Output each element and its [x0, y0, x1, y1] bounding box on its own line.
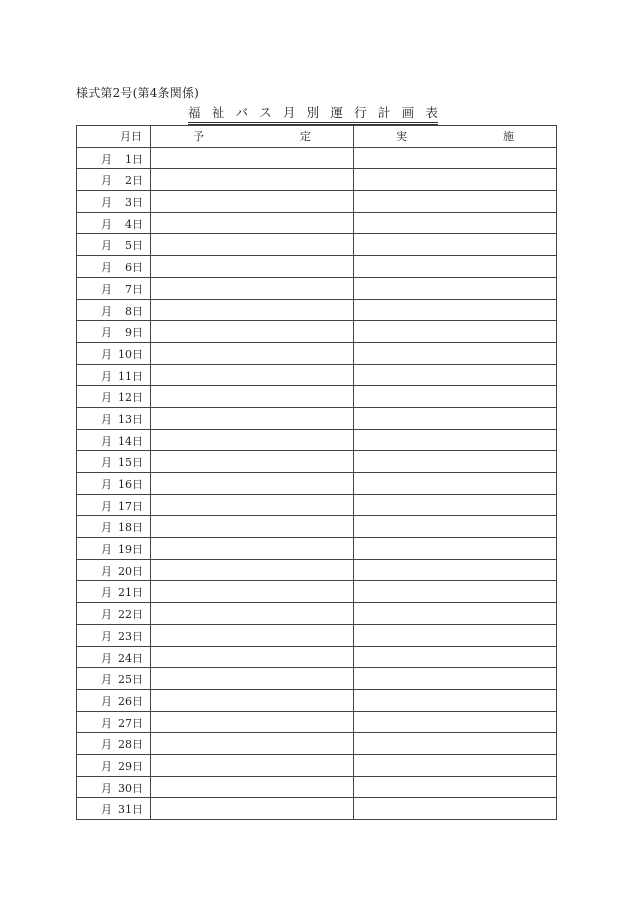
- month-label: 月: [101, 521, 112, 535]
- document-title: [188, 103, 438, 123]
- schedule-table: [76, 125, 557, 820]
- table-row: [77, 451, 557, 473]
- table-row: [77, 277, 557, 299]
- actual-cell[interactable]: [354, 299, 557, 321]
- actual-header-char: 施: [503, 130, 514, 144]
- day-label: 26日: [118, 694, 143, 708]
- month-label: 月: [101, 781, 112, 795]
- plan-header-char: 定: [300, 130, 311, 144]
- day-label: 1日: [125, 152, 143, 166]
- actual-cell[interactable]: [354, 733, 557, 755]
- date-cell: [77, 386, 151, 408]
- day-label: 31日: [118, 803, 143, 817]
- month-label: 月: [101, 716, 112, 730]
- day-label: 4日: [125, 217, 143, 231]
- actual-cell[interactable]: [354, 776, 557, 798]
- day-label: 14日: [118, 434, 143, 448]
- month-label: 月: [101, 694, 112, 708]
- table-row: [77, 754, 557, 776]
- actual-cell[interactable]: [354, 451, 557, 473]
- day-label: 8日: [125, 304, 143, 318]
- month-label: 月: [101, 217, 112, 231]
- plan-cell[interactable]: [151, 776, 354, 798]
- date-cell: [77, 364, 151, 386]
- actual-cell[interactable]: [354, 559, 557, 581]
- day-label: 18日: [118, 521, 143, 535]
- date-cell: [77, 624, 151, 646]
- plan-cell[interactable]: [151, 689, 354, 711]
- title-char: バ: [235, 105, 248, 120]
- day-label: 6日: [125, 261, 143, 275]
- plan-column-header: [151, 126, 354, 148]
- table-row: [77, 646, 557, 668]
- plan-cell[interactable]: [151, 407, 354, 429]
- day-label: 9日: [125, 326, 143, 340]
- table-row: [77, 364, 557, 386]
- plan-cell[interactable]: [151, 624, 354, 646]
- actual-cell[interactable]: [354, 169, 557, 191]
- actual-cell[interactable]: [354, 473, 557, 495]
- day-label: 25日: [118, 673, 143, 687]
- header-row: [77, 126, 557, 148]
- actual-cell[interactable]: [354, 321, 557, 343]
- date-cell: [77, 191, 151, 213]
- month-label: 月: [101, 738, 112, 752]
- date-cell: [77, 494, 151, 516]
- plan-cell[interactable]: [151, 256, 354, 278]
- month-label: 月: [101, 239, 112, 253]
- actual-cell[interactable]: [354, 494, 557, 516]
- plan-cell[interactable]: [151, 733, 354, 755]
- actual-cell[interactable]: [354, 581, 557, 603]
- day-label: 7日: [125, 282, 143, 296]
- date-header-label: 月日: [120, 130, 142, 144]
- table-row: [77, 538, 557, 560]
- month-label: 月: [101, 282, 112, 296]
- day-label: 22日: [118, 608, 143, 622]
- actual-cell[interactable]: [354, 624, 557, 646]
- title-char: 表: [425, 105, 438, 120]
- title-char: 祉: [211, 105, 225, 120]
- actual-cell[interactable]: [354, 407, 557, 429]
- month-label: 月: [101, 152, 112, 166]
- actual-cell[interactable]: [354, 212, 557, 234]
- month-label: 月: [101, 629, 112, 643]
- month-label: 月: [101, 759, 112, 773]
- actual-cell[interactable]: [354, 689, 557, 711]
- day-label: 5日: [125, 239, 143, 253]
- actual-cell[interactable]: [354, 234, 557, 256]
- month-label: 月: [101, 543, 112, 557]
- title-char: 画: [401, 105, 415, 120]
- date-cell: [77, 429, 151, 451]
- table-row: [77, 169, 557, 191]
- date-cell: [77, 559, 151, 581]
- date-cell: [77, 668, 151, 690]
- month-label: 月: [101, 412, 112, 426]
- plan-cell[interactable]: [151, 342, 354, 364]
- date-column-header: [77, 126, 151, 148]
- day-label: 16日: [118, 478, 143, 491]
- table-row: [77, 473, 557, 495]
- date-cell: [77, 169, 151, 191]
- plan-cell[interactable]: [151, 212, 354, 234]
- plan-cell[interactable]: [151, 646, 354, 668]
- date-cell: [77, 603, 151, 625]
- title-char: 月: [282, 105, 296, 120]
- month-label: 月: [101, 174, 112, 188]
- table-row: [77, 559, 557, 581]
- date-cell: [77, 212, 151, 234]
- plan-cell[interactable]: [151, 581, 354, 603]
- day-label: 19日: [118, 543, 143, 557]
- actual-cell[interactable]: [354, 191, 557, 213]
- plan-cell[interactable]: [151, 147, 354, 169]
- table-row: [77, 321, 557, 343]
- date-cell: [77, 234, 151, 256]
- actual-cell[interactable]: [354, 516, 557, 538]
- date-cell: [77, 473, 151, 495]
- table-row: [77, 494, 557, 516]
- actual-cell[interactable]: [354, 646, 557, 668]
- actual-header-char: 実: [396, 130, 407, 144]
- month-label: 月: [101, 326, 112, 340]
- title-char: 運: [330, 105, 343, 120]
- table-row: [77, 624, 557, 646]
- month-label: 月: [101, 478, 112, 491]
- actual-cell[interactable]: [354, 798, 557, 820]
- table-row: [77, 776, 557, 798]
- table-row: [77, 711, 557, 733]
- date-cell: [77, 754, 151, 776]
- table-row: [77, 733, 557, 755]
- plan-cell[interactable]: [151, 451, 354, 473]
- actual-cell[interactable]: [354, 754, 557, 776]
- table-row: [77, 256, 557, 278]
- day-label: 28日: [118, 738, 143, 752]
- plan-cell[interactable]: [151, 603, 354, 625]
- plan-cell[interactable]: [151, 234, 354, 256]
- title-char: 別: [306, 105, 320, 120]
- day-label: 24日: [118, 651, 143, 665]
- plan-cell[interactable]: [151, 754, 354, 776]
- table-row: [77, 386, 557, 408]
- month-label: 月: [101, 803, 112, 817]
- day-label: 3日: [125, 196, 143, 210]
- actual-cell[interactable]: [354, 147, 557, 169]
- date-cell: [77, 646, 151, 668]
- month-label: 月: [101, 499, 112, 513]
- actual-cell[interactable]: [354, 277, 557, 299]
- date-cell: [77, 689, 151, 711]
- table-row: [77, 234, 557, 256]
- day-label: 23日: [118, 629, 143, 643]
- plan-cell[interactable]: [151, 277, 354, 299]
- date-cell: [77, 277, 151, 299]
- day-label: 2日: [125, 174, 143, 188]
- plan-cell[interactable]: [151, 191, 354, 213]
- actual-cell[interactable]: [354, 386, 557, 408]
- actual-cell[interactable]: [354, 711, 557, 733]
- day-label: 10日: [118, 347, 143, 361]
- table-row: [77, 668, 557, 690]
- date-cell: [77, 581, 151, 603]
- month-label: 月: [101, 369, 112, 383]
- title-char: 行: [354, 105, 367, 120]
- month-label: 月: [101, 347, 112, 361]
- plan-cell[interactable]: [151, 516, 354, 538]
- title-char: 福: [188, 105, 201, 120]
- month-label: 月: [101, 261, 112, 275]
- date-cell: [77, 516, 151, 538]
- day-label: 13日: [118, 412, 143, 426]
- date-cell: [77, 407, 151, 429]
- table-row: [77, 798, 557, 820]
- table-row: [77, 689, 557, 711]
- month-label: 月: [101, 608, 112, 622]
- table-row: [77, 191, 557, 213]
- plan-cell[interactable]: [151, 321, 354, 343]
- day-label: 15日: [118, 456, 143, 470]
- actual-cell[interactable]: [354, 538, 557, 560]
- table-row: [77, 516, 557, 538]
- day-label: 27日: [118, 716, 143, 730]
- plan-cell[interactable]: [151, 429, 354, 451]
- date-cell: [77, 776, 151, 798]
- day-label: 20日: [118, 564, 143, 578]
- date-cell: [77, 321, 151, 343]
- date-cell: [77, 711, 151, 733]
- plan-cell[interactable]: [151, 386, 354, 408]
- plan-cell[interactable]: [151, 494, 354, 516]
- plan-cell[interactable]: [151, 169, 354, 191]
- table-row: [77, 429, 557, 451]
- month-label: 月: [101, 196, 112, 210]
- day-label: 12日: [118, 391, 143, 405]
- date-cell: [77, 147, 151, 169]
- actual-cell[interactable]: [354, 364, 557, 386]
- plan-cell[interactable]: [151, 711, 354, 733]
- month-label: 月: [101, 564, 112, 578]
- plan-cell[interactable]: [151, 798, 354, 820]
- table-row: [77, 603, 557, 625]
- month-label: 月: [101, 673, 112, 687]
- month-label: 月: [101, 586, 112, 600]
- actual-column-header: [354, 126, 557, 148]
- month-label: 月: [101, 651, 112, 665]
- plan-cell[interactable]: [151, 668, 354, 690]
- title-char: 計: [377, 105, 391, 120]
- table-row: [77, 212, 557, 234]
- plan-header-char: 予: [193, 130, 204, 144]
- date-cell: [77, 256, 151, 278]
- plan-cell[interactable]: [151, 364, 354, 386]
- actual-cell[interactable]: [354, 668, 557, 690]
- month-label: 月: [101, 391, 112, 405]
- day-label: 11日: [118, 369, 143, 383]
- table-row: [77, 581, 557, 603]
- date-cell: [77, 451, 151, 473]
- month-label: 月: [101, 456, 112, 470]
- plan-cell[interactable]: [151, 538, 354, 560]
- date-cell: [77, 733, 151, 755]
- day-label: 21日: [118, 586, 143, 600]
- actual-cell[interactable]: [354, 603, 557, 625]
- day-label: 30日: [118, 781, 143, 795]
- month-label: 月: [101, 304, 112, 318]
- table-row: [77, 299, 557, 321]
- actual-cell[interactable]: [354, 256, 557, 278]
- day-label: 29日: [118, 759, 143, 773]
- date-cell: [77, 342, 151, 364]
- table-row: [77, 147, 557, 169]
- table-row: [77, 342, 557, 364]
- plan-cell[interactable]: [151, 299, 354, 321]
- table-row: [77, 407, 557, 429]
- day-label: 17日: [118, 499, 143, 513]
- form-number-label: 様式第2号(第4条関係): [76, 86, 200, 100]
- title-char: ス: [259, 105, 272, 120]
- date-cell: [77, 538, 151, 560]
- date-cell: [77, 299, 151, 321]
- date-cell: [77, 798, 151, 820]
- actual-cell[interactable]: [354, 342, 557, 364]
- plan-cell[interactable]: [151, 559, 354, 581]
- plan-cell[interactable]: [151, 473, 354, 495]
- month-label: 月: [101, 434, 112, 448]
- actual-cell[interactable]: [354, 429, 557, 451]
